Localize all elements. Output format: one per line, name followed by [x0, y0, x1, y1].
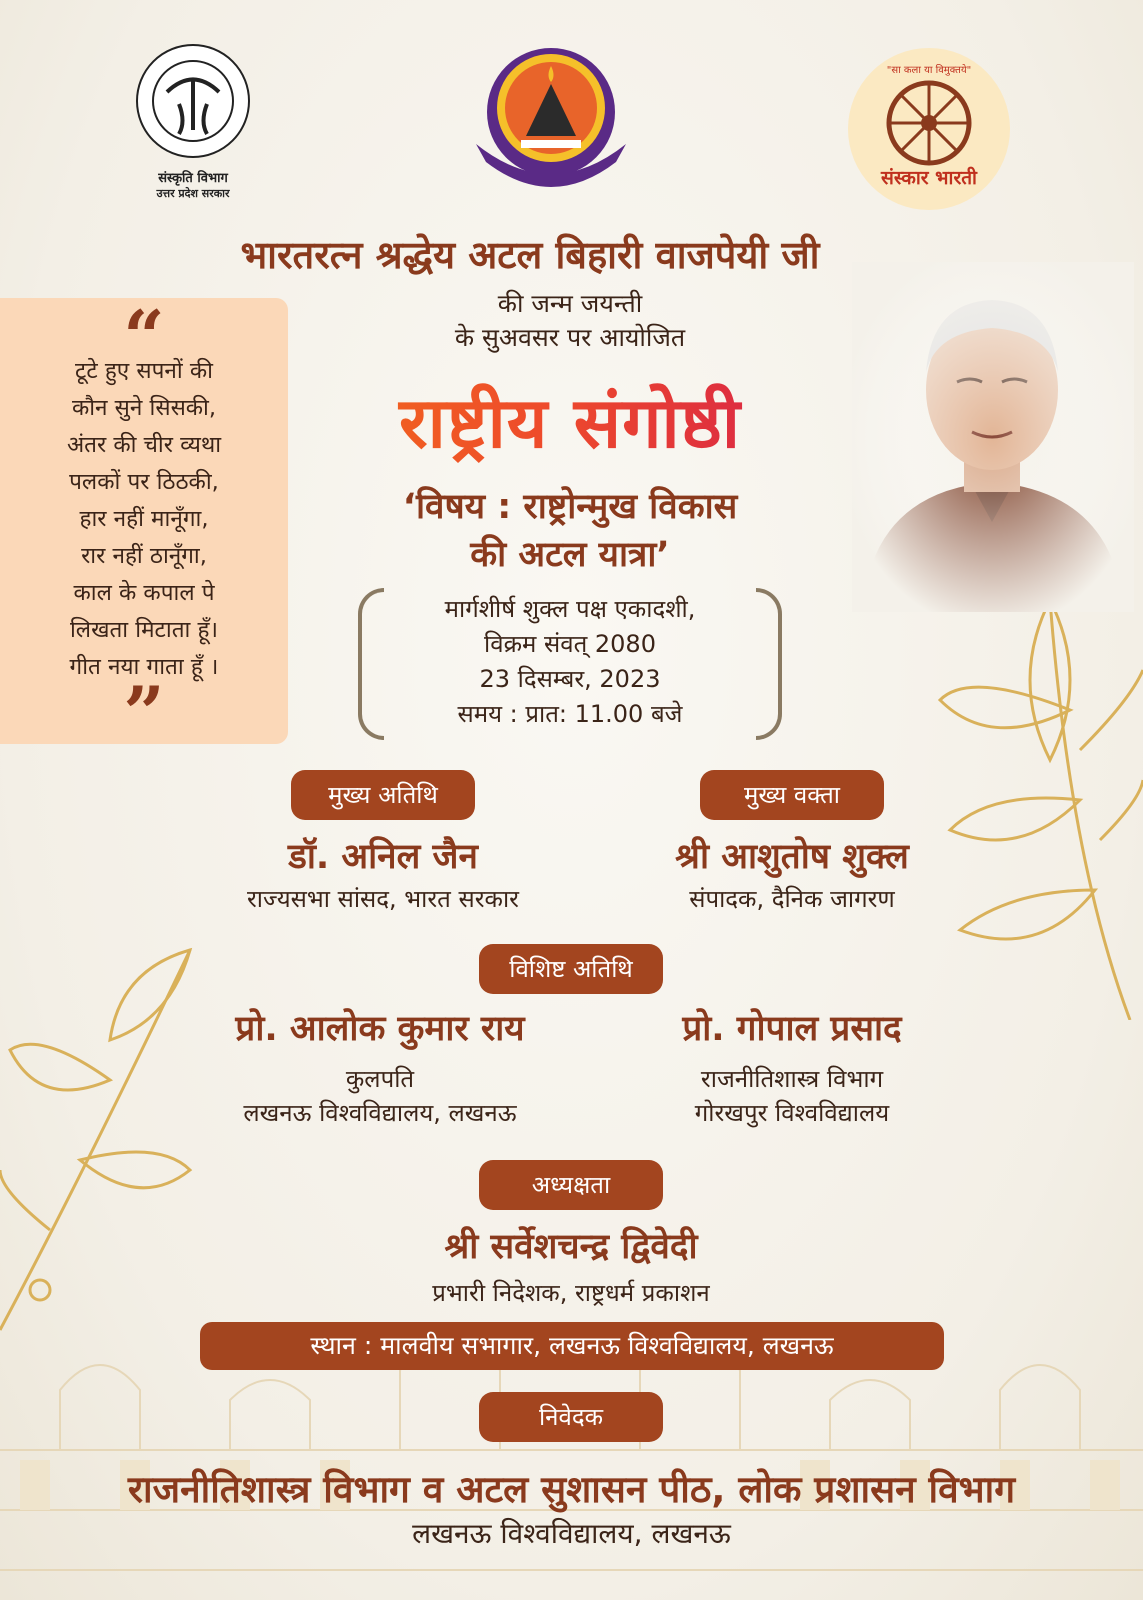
presidency-designation: प्रभारी निदेशक, राष्ट्रधर्म प्रकाशन — [432, 1279, 710, 1307]
quote-line: रार नहीं ठानूँगा, — [81, 543, 207, 569]
up-logo-caption-1: संस्कृति विभाग — [158, 171, 228, 186]
chief-guest-designation: राज्यसभा सांसद, भारत सरकार — [246, 885, 519, 913]
up-govt-logo — [128, 42, 258, 201]
quote-line: अंतर की चीर व्यथा — [66, 432, 222, 458]
quote-line: पलकों पर ठिठकी, — [69, 469, 219, 495]
chief-guest-name: डॉ. अनिल जैन — [288, 837, 478, 877]
main-title: राष्ट्रीय संगोष्ठी — [300, 372, 840, 468]
chief-speaker-name: श्री आशुतोष शुक्ल — [675, 837, 909, 877]
date-line-1: मार्गशीर्ष शुक्ल पक्ष एकादशी, — [444, 595, 696, 623]
quote-line: गीत नया गाता हूँ । — [69, 654, 219, 680]
special-guest-2-name: प्रो. गोपाल प्रसाद — [682, 1009, 902, 1049]
venue-bar: स्थान : मालवीय सभागार, लखनऊ विश्वविद्यालय, लखनऊ — [200, 1322, 944, 1370]
topic-line-2: की अटल यात्रा’ — [470, 535, 670, 575]
sanskar-bharati-name: संस्कार भारती — [881, 167, 977, 189]
special-guest-1-name: प्रो. आलोक कुमार राय — [235, 1009, 525, 1049]
chief-speaker-designation: संपादक, दैनिक जागरण — [689, 885, 895, 913]
special-guest-1-designation-1: कुलपति — [345, 1065, 415, 1093]
close-quote-icon: ” — [123, 670, 165, 755]
topic-line-1: ‘विषय : राष्ट्रोन्मुख विकास — [402, 487, 738, 527]
heading-line-1: भारतरत्न श्रद्धेय अटल बिहारी वाजपेयी जी — [240, 233, 820, 277]
requestor-label: निवेदक — [479, 1392, 663, 1442]
organizer-line-1: राजनीतिशास्त्र विभाग व अटल सुशासन पीठ, लोक प्रशासन विभाग — [127, 1468, 1016, 1511]
quote-line: लिखता मिटाता हूँ। — [69, 617, 219, 643]
sanskar-bharati-motto: "सा कला या विमुक्तये" — [886, 65, 972, 76]
wheel-icon — [884, 78, 974, 168]
date-line-2: विक्रम संवत् 2080 — [484, 630, 656, 658]
date-time-box — [358, 588, 782, 732]
special-guest-2-designation-1: राजनीतिशास्त्र विभाग — [700, 1065, 884, 1093]
presidency-name: श्री सर्वेशचन्द्र द्विवेदी — [444, 1227, 698, 1267]
chief-guest-label: मुख्य अतिथि — [291, 770, 475, 820]
up-govt-emblem-icon — [134, 42, 252, 160]
golden-leaves-left — [0, 930, 200, 1350]
heading-line-3: के सुअवसर पर आयोजित — [454, 323, 686, 352]
poem-quote-panel — [0, 294, 288, 755]
quote-line: टूटे हुए सपनों की — [75, 358, 213, 384]
quote-line: काल के कपाल पे — [73, 580, 215, 606]
quote-line: कौन सुने सिसकी, — [71, 395, 217, 421]
sanskar-bharati-logo — [848, 48, 1010, 210]
special-guests-label: विशिष्ट अतिथि — [479, 944, 663, 994]
special-guest-1-designation-2: लखनऊ विश्वविद्यालय, लखनऊ — [243, 1099, 517, 1127]
organizer-line-2: लखनऊ विश्वविद्यालय, लखनऊ — [412, 1517, 731, 1550]
date-line-3: 23 दिसम्बर, 2023 — [479, 665, 661, 693]
time-line: समय : प्रात: 11.00 बजे — [457, 700, 683, 728]
portrait-photo — [852, 262, 1134, 612]
presidency-label: अध्यक्षता — [479, 1160, 663, 1210]
open-quote-icon: “ — [123, 294, 165, 379]
university-of-lucknow-logo — [466, 44, 636, 194]
chief-speaker-label: मुख्य वक्ता — [700, 770, 884, 820]
quote-line: हार नहीं मानूँगा, — [79, 506, 209, 532]
up-logo-caption-2: उत्तर प्रदेश सरकार — [156, 187, 230, 200]
golden-leaves-right — [930, 560, 1143, 1020]
heading-line-2: की जन्म जयन्ती — [497, 289, 643, 318]
special-guest-2-designation-2: गोरखपुर विश्वविद्यालय — [694, 1099, 890, 1127]
